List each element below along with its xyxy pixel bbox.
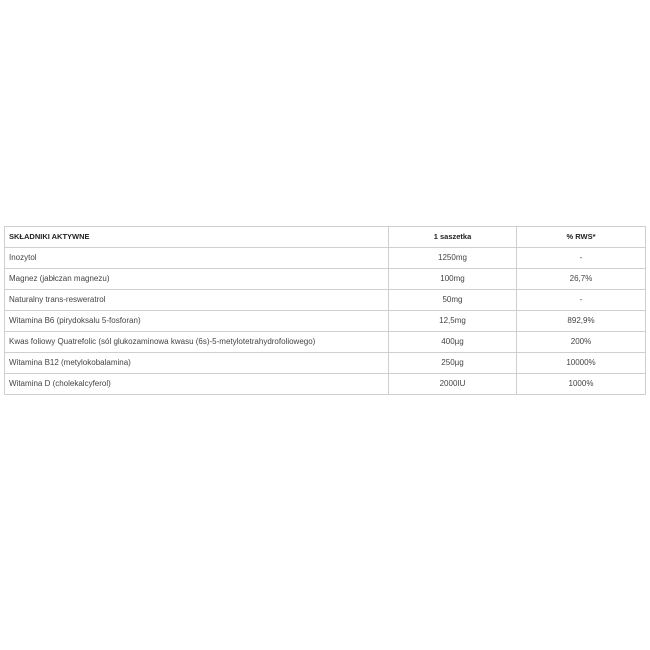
table-row	[5, 332, 646, 353]
header-rws: % RWS*	[517, 227, 646, 248]
table-row	[5, 311, 646, 332]
rws-cell: 10000%	[517, 353, 646, 374]
ingredient-cell: Naturalny trans-resweratrol	[5, 290, 389, 311]
table-row	[5, 269, 646, 290]
ingredient-cell: Kwas foliowy Quatrefolic (sól glukozaminowa kwasu (6s)-5-metylotetrahydrofoliowego)	[5, 332, 389, 353]
rws-cell: -	[517, 248, 646, 269]
rws-cell: 200%	[517, 332, 646, 353]
rws-cell: -	[517, 290, 646, 311]
ingredients-table	[4, 226, 646, 395]
ingredient-cell: Magnez (jabłczan magnezu)	[5, 269, 389, 290]
table-row	[5, 374, 646, 395]
dose-cell: 250µg	[389, 353, 517, 374]
ingredient-cell: Inozytol	[5, 248, 389, 269]
ingredients-table-wrapper	[4, 226, 645, 395]
ingredient-cell: Witamina B12 (metylokobalamina)	[5, 353, 389, 374]
table-row	[5, 353, 646, 374]
table-header-row	[5, 227, 646, 248]
header-ingredient: SKŁADNIKI AKTYWNE	[5, 227, 389, 248]
rws-cell: 1000%	[517, 374, 646, 395]
table-row	[5, 290, 646, 311]
dose-cell: 12,5mg	[389, 311, 517, 332]
dose-cell: 2000IU	[389, 374, 517, 395]
table-row	[5, 248, 646, 269]
dose-cell: 50mg	[389, 290, 517, 311]
ingredient-cell: Witamina D (cholekalcyferol)	[5, 374, 389, 395]
dose-cell: 1250mg	[389, 248, 517, 269]
dose-cell: 400µg	[389, 332, 517, 353]
ingredient-cell: Witamina B6 (pirydoksalu 5-fosforan)	[5, 311, 389, 332]
header-dose: 1 saszetka	[389, 227, 517, 248]
dose-cell: 100mg	[389, 269, 517, 290]
rws-cell: 26,7%	[517, 269, 646, 290]
rws-cell: 892,9%	[517, 311, 646, 332]
